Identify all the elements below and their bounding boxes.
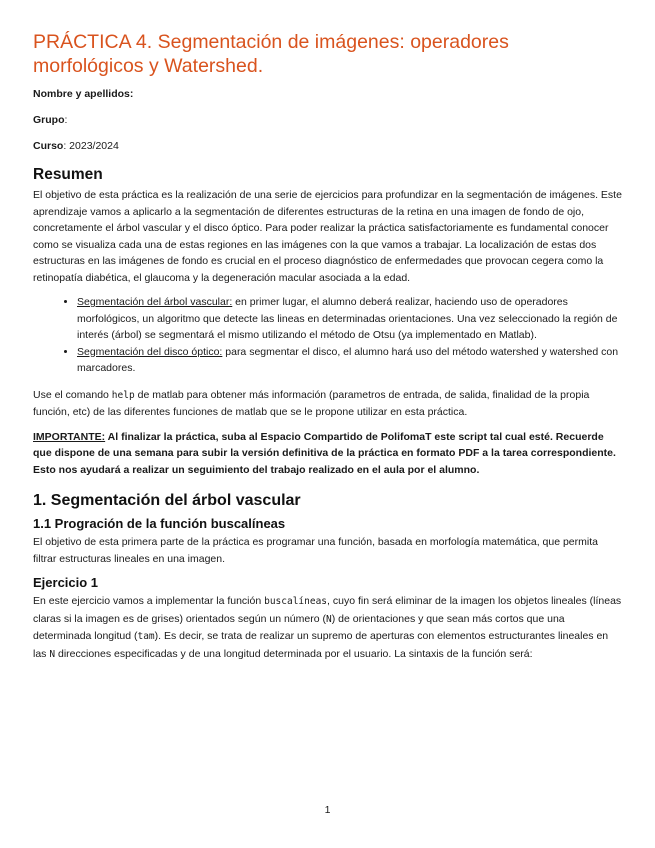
bullet-title: Segmentación del árbol vascular: <box>77 296 233 308</box>
help-text-pre: Use el comando <box>33 388 112 401</box>
page-title: PRÁCTICA 4. Segmentación de imágenes: operadores morfológicos y Watershed. <box>33 31 509 77</box>
help-text-post: de matlab para obtener más información (parametros de entrada, de salida, finalidad de la propia función, etc) de las diferentes funciones de matlab que se le propone utilizar en esta práctica. <box>33 388 590 418</box>
bullet-text: en primer lugar, el alumno deberá realizar, haciendo uso de operadores morfológicos, un algoritmo que detecte las lineas en determinadas orientaciones. Una vez seleccionado la región de interés (árbol) se segmentará el mismo utilizando el método de Otsu (ya implementado en Matlab). <box>77 296 618 341</box>
ex-text-2: , cuyo fin será eliminar de la imagen los objetos lineales (líneas claras si la imagen es de grises) orientados según un número ( <box>33 595 622 625</box>
resumen-intro: El objetivo de esta práctica es la realización de una serie de ejercicios para profundizar en la segmentación de imágenes. Este aprendizaje vamos a aplicarlo a la segmentación de diferentes estructuras de la retina en una imagen de fondo de ojo, concretamente el árbol vascular y el disco óptico. Para poder realizar la práctica satisfactoriamente es fundamental conocer como se visualiza cada una de estas regiones en las imágenes con la que vamos a trabajar. La localización de estas dos estructuras en las imágenes de fondo es crucial en el proceso diagnóstico de enfermedades que provocan cegera como la retinopatía diabética, el glaucoma y la degeneración macular asociada a la edad. <box>33 189 622 284</box>
name-label: Nombre y apellidos: <box>33 88 134 100</box>
help-paragraph <box>33 387 623 421</box>
ex-text-1: En este ejercicio vamos a implementar la función <box>33 595 265 607</box>
important-label: IMPORTANTE: <box>33 430 106 443</box>
bullet-text: para segmentar el disco, el alumno hará uso del método watershed y watershed con marcadores. <box>77 345 619 374</box>
group-field <box>33 114 623 127</box>
ex-code-4: N <box>49 648 56 660</box>
exercise1-text <box>33 593 623 663</box>
resumen-heading: Resumen <box>33 166 103 183</box>
help-code: help <box>111 389 135 401</box>
document-page <box>33 30 623 671</box>
exercise1-heading: Ejercicio 1 <box>33 575 99 590</box>
ex-text-3: ) de orientaciones y que sean más cortos que una determinada longitud ( <box>33 612 565 642</box>
ex-text-4: ). Es decir, se trata de realizar un supremo de aperturas con elementos estructurantes lineales en las <box>33 630 609 660</box>
ex-text-5: direcciones especificadas y de una longitud determinada por el usuario. La sintaxis de la función será: <box>55 647 533 660</box>
course-label: Curso <box>33 140 64 152</box>
important-paragraph <box>33 429 623 479</box>
section1-1-heading: 1.1 Progración de la función buscalíneas <box>33 516 286 531</box>
group-label: Grupo <box>33 114 65 126</box>
course-value: : 2023/2024 <box>63 140 119 152</box>
section1-1-text: El objetivo de esta primera parte de la práctica es programar una función, basada en morfología matemática, que permita filtrar estructuras lineales en una imagen. <box>33 536 598 565</box>
section1-heading: 1. Segmentación del árbol vascular <box>33 492 301 509</box>
group-colon: : <box>64 114 68 126</box>
resumen-bullet-list <box>33 294 623 377</box>
page-number: 1 <box>324 804 331 816</box>
important-text: Al finalizar la práctica, suba al Espacio Compartido de PolifomaT este script tal cual esté. Recuerde que dispone de una semana para subir la versión definitiva de la práctica en formato PDF a la tarea correspondiente. Esto nos ayudará a realizar un seguimiento del trabajo realizado en el aula por el alumno. <box>33 430 616 476</box>
ex-code-1: buscalíneas <box>264 596 328 607</box>
ex-code-2: N <box>326 613 332 625</box>
name-field <box>33 88 623 101</box>
list-item <box>77 294 623 344</box>
bullet-title: Segmentación del disco óptico: <box>77 345 223 358</box>
list-item <box>77 344 623 377</box>
ex-code-3: tam <box>137 631 155 642</box>
course-field <box>33 140 623 153</box>
